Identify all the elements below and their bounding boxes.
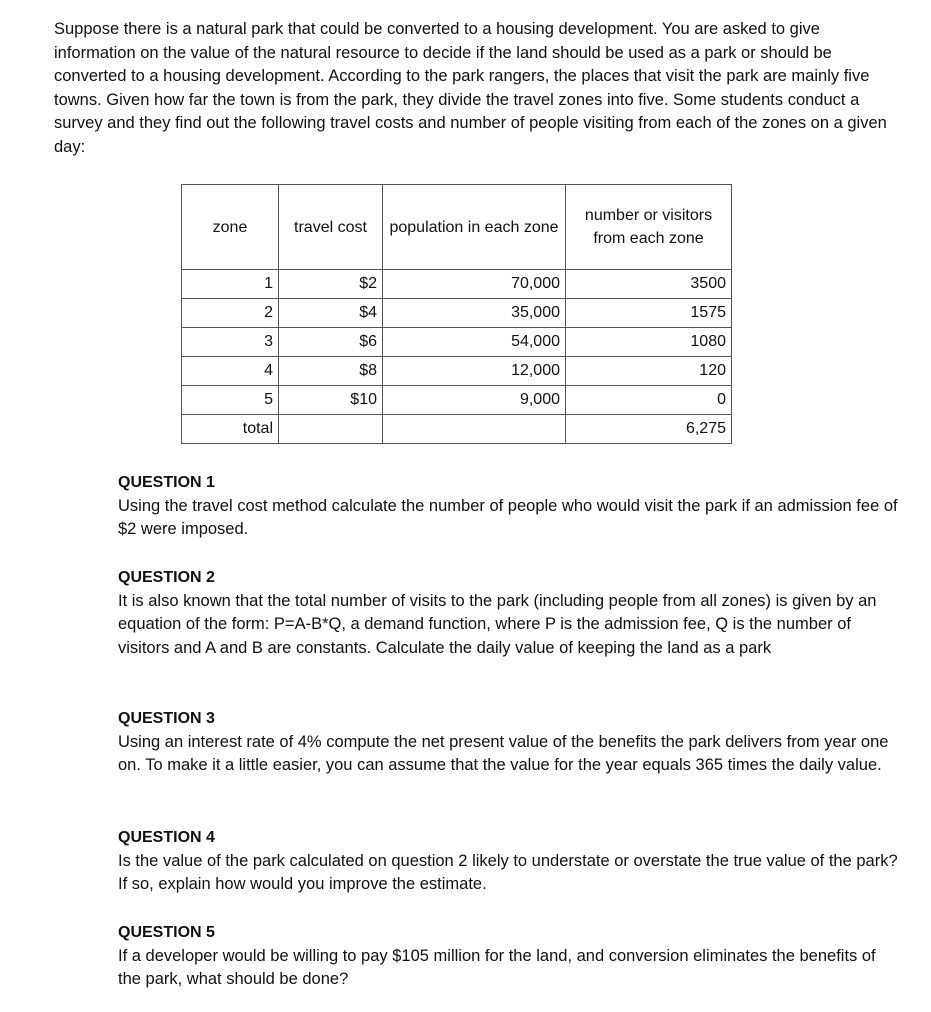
question-text: Using an interest rate of 4% compute the net present value of the benefits the park delivers from year one on. To make it a little easier, you can assume that the value for the year equals 365 times the daily value. bbox=[118, 732, 889, 774]
cell-total-label: total bbox=[182, 415, 279, 444]
header-zone: zone bbox=[182, 185, 279, 270]
cell-cost: $4 bbox=[279, 299, 383, 328]
cell-empty bbox=[279, 415, 383, 444]
cell-zone: 3 bbox=[182, 328, 279, 357]
cell-zone: 5 bbox=[182, 386, 279, 415]
cell-cost: $2 bbox=[279, 270, 383, 299]
cell-zone: 2 bbox=[182, 299, 279, 328]
cell-cost: $8 bbox=[279, 357, 383, 386]
cell-visitors: 0 bbox=[566, 386, 732, 415]
question-text: If a developer would be willing to pay $105 million for the land, and conversion eliminates the benefits of the park, what should be done? bbox=[118, 946, 876, 988]
travel-cost-table bbox=[181, 184, 732, 444]
question-5 bbox=[118, 921, 898, 992]
table-total-row bbox=[182, 415, 732, 444]
table-row bbox=[182, 328, 732, 357]
cell-empty bbox=[383, 415, 566, 444]
question-text: It is also known that the total number of visits to the park (including people from all zones) is given by an equation of the form: P=A-B*Q, a demand function, where P is the admission fee, Q is the number of visitors and A and B are constants. Calculate the daily value of keeping the land as a park bbox=[118, 591, 877, 657]
cell-pop: 70,000 bbox=[383, 270, 566, 299]
cell-pop: 12,000 bbox=[383, 357, 566, 386]
question-title: QUESTION 1 bbox=[118, 474, 215, 491]
cell-pop: 54,000 bbox=[383, 328, 566, 357]
header-visitors: number or visitors from each zone bbox=[566, 185, 732, 270]
cell-visitors: 120 bbox=[566, 357, 732, 386]
question-3 bbox=[118, 707, 898, 778]
question-4 bbox=[118, 826, 898, 897]
table-row bbox=[182, 299, 732, 328]
question-title: QUESTION 5 bbox=[118, 924, 215, 941]
question-title: QUESTION 3 bbox=[118, 710, 215, 727]
question-text: Using the travel cost method calculate the number of people who would visit the park if an admission fee of $2 were imposed. bbox=[118, 496, 898, 538]
cell-cost: $6 bbox=[279, 328, 383, 357]
header-travel-cost: travel cost bbox=[279, 185, 383, 270]
question-1 bbox=[118, 471, 898, 542]
cell-cost: $10 bbox=[279, 386, 383, 415]
question-title: QUESTION 2 bbox=[118, 569, 215, 586]
header-population: population in each zone bbox=[383, 185, 566, 270]
question-text: Is the value of the park calculated on question 2 likely to understate or overstate the true value of the park? If so, explain how would you improve the estimate. bbox=[118, 851, 898, 893]
cell-visitors: 1080 bbox=[566, 328, 732, 357]
table-row bbox=[182, 270, 732, 299]
cell-visitors: 3500 bbox=[566, 270, 732, 299]
table-header-row bbox=[182, 185, 732, 270]
cell-zone: 1 bbox=[182, 270, 279, 299]
table-row bbox=[182, 357, 732, 386]
cell-pop: 35,000 bbox=[383, 299, 566, 328]
cell-zone: 4 bbox=[182, 357, 279, 386]
cell-pop: 9,000 bbox=[383, 386, 566, 415]
table-row bbox=[182, 386, 732, 415]
question-2 bbox=[118, 566, 898, 660]
cell-total-visitors: 6,275 bbox=[566, 415, 732, 444]
cell-visitors: 1575 bbox=[566, 299, 732, 328]
question-title: QUESTION 4 bbox=[118, 829, 215, 846]
intro-paragraph: Suppose there is a natural park that could be converted to a housing development. You are asked to give information on the value of the natural resource to decide if the land should be used as a park or should be converted to a housing development. According to the park rangers, the places that visit the park are mainly five towns. Given how far the town is from the park, they divide the travel zones into five. Some students conduct a survey and they find out the following travel costs and number of people visiting from each of the zones on a given day: bbox=[54, 20, 887, 156]
